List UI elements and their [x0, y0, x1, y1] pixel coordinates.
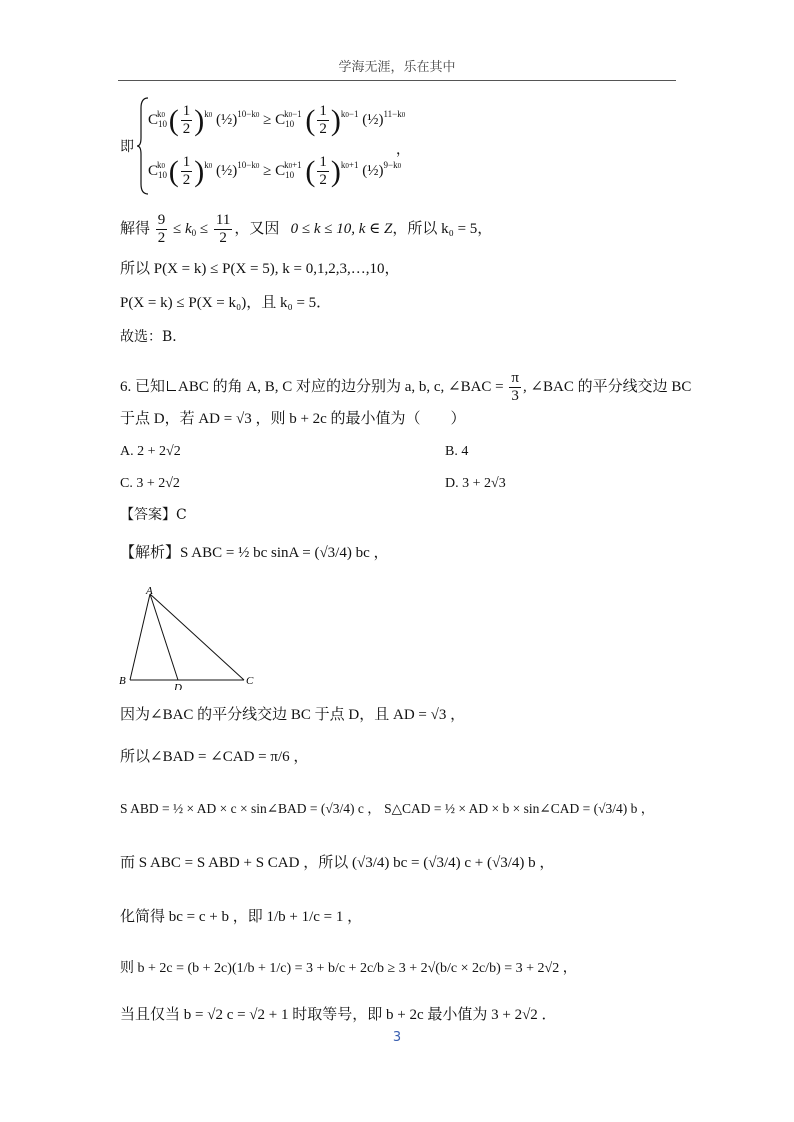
lead-ji: 即: [120, 139, 134, 155]
system-row-1: $C_{10}^{k0}$ ( $\frac{1}{2}$ )$^{k0}$ (½)$^{10-k0}$ ≥ $C_{10}^{k0-1}$ ( $\frac{1}{2}$ )$^{k0-1}$ (½)$^{11-k0}$: [148, 103, 406, 138]
option-a[interactable]: [120, 444, 181, 460]
prob-line-1: 所以 P(X = k) ≤ P(X = 5), k = 0,1,2,3,…,10，: [120, 261, 400, 277]
triangle-figure: [116, 584, 262, 690]
option-c-label: C.: [120, 476, 133, 491]
option-a-text: 2 + 2√2: [137, 444, 181, 459]
page-number: 3: [392, 1030, 402, 1045]
option-d-text: 3 + 2√3: [462, 476, 506, 491]
answer-line: [120, 508, 187, 522]
point-d-label: D: [174, 682, 182, 690]
option-a-label: A.: [120, 444, 134, 459]
point-b-label: B: [119, 675, 126, 687]
analysis-line-6: 化简得 bc = c + b ，即 1/b + 1/c = 1 ，: [120, 909, 363, 925]
answer-value: C: [176, 507, 187, 523]
point-a-label: A: [146, 585, 153, 597]
option-c-text: 3 + 2√2: [136, 476, 180, 491]
analysis-line-2: 因为∠BAC 的平分线交边 BC 于点 D，且 AD = √3 ，: [120, 707, 466, 723]
analysis-line-1: [120, 546, 389, 561]
option-b-label: B.: [445, 444, 458, 459]
prob-line-2: P(X = k) ≤ P(X = k₀)，且 k₀ = 5．: [120, 295, 332, 311]
area-formula: S ABC = ½ bc sinA = (√3/4) bc ，: [180, 545, 389, 561]
triangle-glyph: [167, 381, 176, 391]
so-k0: ，所以 k₀ = 5，: [392, 221, 493, 238]
option-b[interactable]: [445, 444, 468, 460]
k-range: 0 ≤ k ≤ 10, k ∈ Z: [290, 221, 393, 238]
ge-sign-2: ≥: [263, 163, 272, 180]
analysis-line-7: 则 b + 2c = (b + 2c)(1/b + 1/c) = 3 + b/c + 2c/b ≥ 3 + 2√(b/c × 2c/b) = 3 + 2√2 ，: [120, 961, 577, 976]
option-b-text: 4: [461, 444, 469, 459]
point-c-label: C: [246, 675, 254, 687]
stem-c: , ∠BAC 的平分线交边 BC: [522, 379, 692, 396]
analysis-label: 【解析】: [120, 545, 181, 561]
system-comma: ，: [396, 142, 410, 158]
analysis-line-4: S ABD = ½ × AD × c × sin∠BAD = (√3/4) c ， S△CAD = ½ × AD × b × sin∠CAD = (√3/4) b ，: [120, 801, 655, 816]
option-d-label: D.: [445, 476, 459, 491]
question-stem-1: 6. 已知 ABC 的角 A, B, C 对应的边分别为 a, b, c, ∠BAC = $\frac{\pi}{3}$ , ∠BAC 的平分线交边 BC: [120, 370, 692, 405]
analysis-line-3: 所以∠BAD = ∠CAD = π/6 ，: [120, 749, 309, 765]
page-header: 学海无涯，乐在其中: [338, 60, 456, 75]
question-stem-2: 于点 D，若 AD = √3 ，则 b + 2c 的最小值为（ ）: [120, 411, 466, 427]
system-row-2: $C_{10}^{k0}$ ( $\frac{1}{2}$ )$^{k0}$ (½)$^{10-k0}$ ≥ $C_{10}^{k0+1}$ ( $\frac{1}{2}$ )$^{k0+1}$ (½)$^{9-k0}$: [148, 154, 402, 189]
analysis-line-8: 当且仅当 b = √2 c = √2 + 1 时取等号，即 b + 2c 最小值为 3 + 2√2 ．: [120, 1007, 557, 1023]
analysis-line-5: 而 S ABC = S ABD + S CAD ，所以 (√3/4) bc = (√3/4) c + (√3/4) b ，: [120, 855, 555, 871]
option-c[interactable]: [120, 476, 180, 492]
solve-label: 解得: [120, 221, 151, 238]
ge-sign-1: ≥: [263, 112, 272, 129]
stem-b: ABC 的角 A, B, C 对应的边分别为 a, b, c, ∠BAC =: [178, 379, 504, 396]
stem-a: 已知: [135, 379, 166, 396]
question-number: 6.: [120, 379, 132, 396]
choose-line: 故选：B．: [120, 329, 187, 345]
answer-label: 【答案】: [120, 507, 176, 523]
solve-line: 解得 $\frac{9}{2}$ ≤ $k_0$ ≤ $\frac{11}{2}$ ，又因 0 ≤ k ≤ 10, k ∈ Z，所以 k₀ = 5，: [120, 212, 493, 247]
header-rule: [118, 80, 676, 81]
option-d[interactable]: [445, 476, 506, 492]
solve-tail: ，又因: [234, 221, 280, 238]
